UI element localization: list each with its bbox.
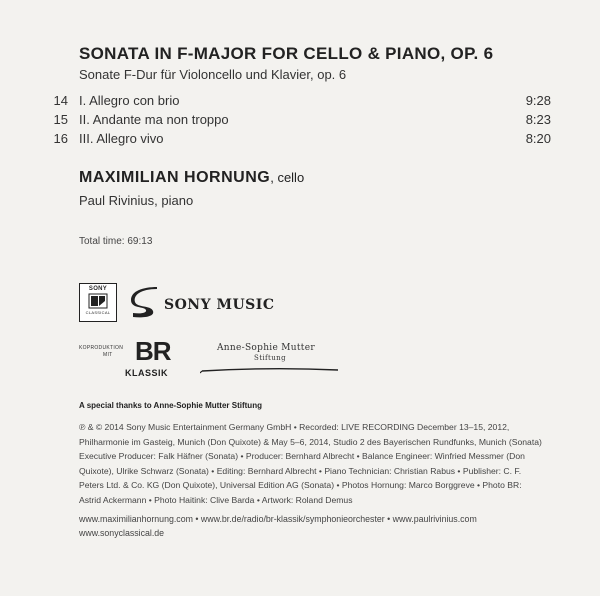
special-thanks: A special thanks to Anne-Sophie Mutter Stiftung (79, 401, 262, 410)
work-title: SONATA IN F-MAJOR FOR CELLO & PIANO, OP. 6 (79, 44, 494, 63)
koproduktion-line: MIT (103, 352, 113, 358)
br-logo: BR (135, 336, 171, 366)
track-duration: 8:23 (525, 112, 551, 127)
credits-line: Quixote), Ulrike Schwarz (Sonata) • Editing: Bernhard Albrecht • Piano Technician: Christian Rabus • Publisher: C. F. (79, 465, 522, 476)
credits-line: Astrid Ackermann • Photo Haitink: Clive Barda • Artwork: Roland Demus (79, 494, 353, 505)
bow-stroke-icon (200, 366, 340, 374)
track-duration: 9:28 (525, 93, 551, 108)
primary-performer (79, 169, 304, 187)
track-number: 14 (53, 93, 68, 108)
performer-role: , cello (270, 170, 305, 185)
total-time: Total time: 69:13 (79, 236, 153, 247)
mutter-foundation-sub: Stiftung (254, 354, 286, 362)
credits-line: Peters Ltd. & Co. KG (Don Quixote), Universal Edition AG (Sonata) • Photos Hornung: Marco Borggreve • Photo BR: (79, 480, 522, 491)
credits-block (79, 420, 559, 508)
koproduktion-label (79, 345, 123, 359)
sony-music-swirl-icon (131, 287, 159, 319)
track-title: III. Allegro vivo (79, 131, 164, 146)
sony-music-wordmark: SONY MUSIC (164, 297, 275, 313)
sony-classical-top: SONY (88, 286, 108, 292)
track-row (0, 131, 600, 151)
track-row (0, 112, 600, 132)
credits-line: ℗ & © 2014 Sony Music Entertainment Germany GmbH • Recorded: LIVE RECORDING December 13–15, 2012, (79, 422, 510, 432)
koproduktion-line: KOPRODUKTION (79, 345, 124, 351)
track-duration: 8:20 (525, 131, 551, 146)
secondary-performer: Paul Rivinius, piano (79, 193, 194, 208)
sony-classical-emblem-icon (88, 293, 108, 309)
sony-classical-logo (79, 283, 117, 322)
mutter-foundation-name: Anne-Sophie Mutter (217, 343, 315, 353)
websites-block (79, 512, 477, 540)
track-row (0, 93, 600, 113)
track-title: II. Andante ma non troppo (79, 112, 229, 127)
sony-classical-bottom: CLASSICAL (85, 310, 111, 315)
work-subtitle: Sonate F-Dur für Violoncello und Klavier, op. 6 (79, 67, 347, 82)
website-line: www.sonyclassical.de (79, 528, 165, 538)
website-line: www.maximilianhornung.com • www.br.de/radio/br-klassik/symphonieorchester • www.paulrivinius.com (79, 514, 477, 524)
track-number: 16 (53, 131, 68, 146)
br-klassik-label: KLASSIK (125, 368, 169, 378)
track-number: 15 (53, 112, 68, 127)
credits-line: Executive Producer: Falk Häfner (Sonata) • Producer: Bernhard Albrecht • Balance Engineer: Winfried Messmer (Don (79, 451, 525, 462)
track-title: I. Allegro con brio (79, 93, 180, 108)
credits-line: Philharmonie im Gasteig, Munich (Don Quixote) & May 5–6, 2014, Studio 2 des Bayerischen Rundfunks, Munich (Sonata) (79, 436, 542, 447)
performer-name: MAXIMILIAN HORNUNG (79, 169, 271, 186)
